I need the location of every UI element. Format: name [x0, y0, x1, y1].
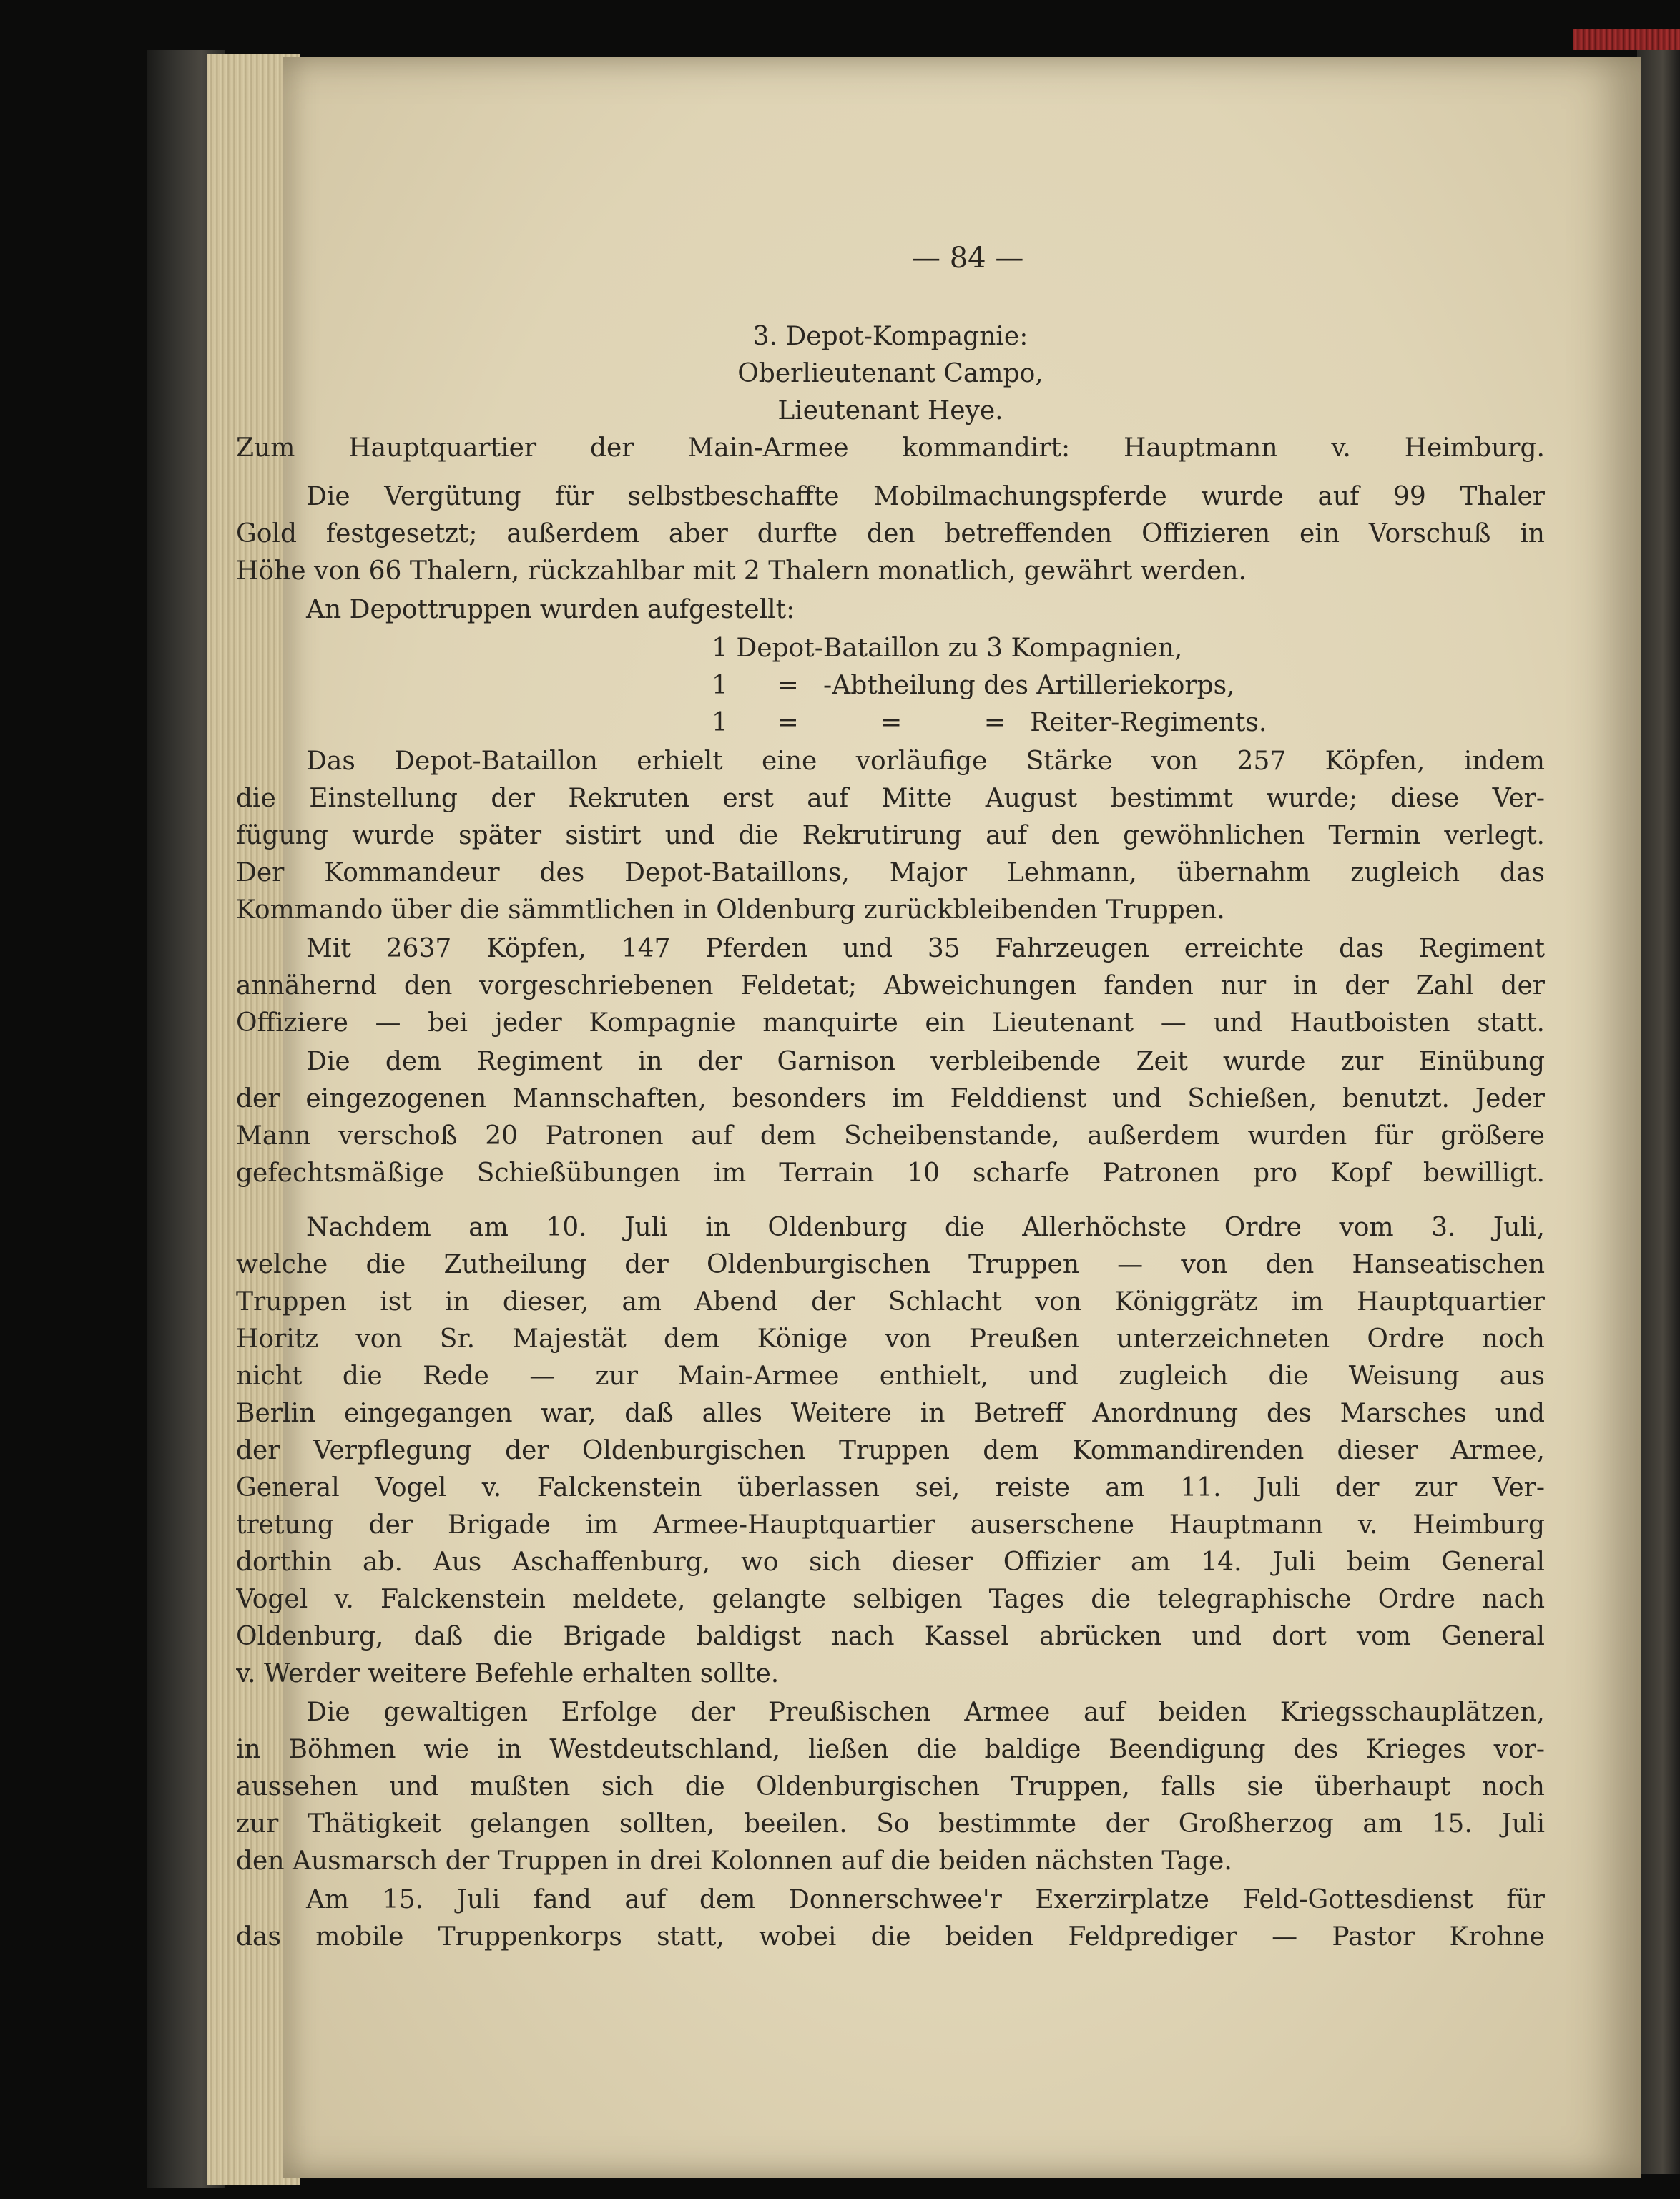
text-line: Mann verschoß 20 Patronen auf dem Scheibenstande, außerdem wurden für größere: [236, 1121, 1545, 1151]
text-line: Die gewaltigen Erfolge der Preußischen Armee auf beiden Kriegsschauplätzen,: [306, 1698, 1545, 1727]
list-line-2: 1 = -Abtheilung des Artilleriekorps,: [712, 671, 1235, 700]
text-line: Die dem Regiment in der Garnison verbleibende Zeit wurde zur Einübung: [306, 1047, 1545, 1076]
text-line: Höhe von 66 Thalern, rückzahlbar mit 2 Thalern monatlich, gewährt werden.: [236, 556, 1247, 586]
red-page-edge: [1573, 29, 1680, 50]
text-line: in Böhmen wie in Westdeutschland, ließen die baldige Beendigung des Krieges vor-: [236, 1735, 1545, 1764]
text-line: Zum Hauptquartier der Main-Armee kommandirt: Hauptmann v. Heimburg.: [236, 433, 1545, 463]
text-line: General Vogel v. Falckenstein überlassen sei, reiste am 11. Juli der zur Ver-: [236, 1473, 1545, 1502]
text-line: Die Vergütung für selbstbeschaffte Mobilmachungspferde wurde auf 99 Thaler: [306, 482, 1545, 511]
list-line-1: 1 Depot-Bataillon zu 3 Kompagnien,: [712, 634, 1183, 663]
text-line: der eingezogenen Mannschaften, besonders im Felddienst und Schießen, benutzt. Jeder: [236, 1084, 1545, 1113]
text-line: Horitz von Sr. Majestät dem Könige von Preußen unterzeichneten Ordre noch: [236, 1324, 1545, 1354]
text-line: Kommando über die sämmtlichen in Oldenburg zurückbleibenden Truppen.: [236, 895, 1225, 925]
text-line: Das Depot-Bataillon erhielt eine vorläufige Stärke von 257 Köpfen, indem: [306, 747, 1545, 776]
text-line: aussehen und mußten sich die Oldenburgischen Truppen, falls sie überhaupt noch: [236, 1772, 1545, 1801]
text-line: tretung der Brigade im Armee-Hauptquartier auserschene Hauptmann v. Heimburg: [236, 1510, 1545, 1540]
text-line: Der Kommandeur des Depot-Bataillons, Major Lehmann, übernahm zugleich das: [236, 858, 1545, 887]
text-line: Nachdem am 10. Juli in Oldenburg die Allerhöchste Ordre vom 3. Juli,: [306, 1213, 1545, 1242]
text-line: fügung wurde später sistirt und die Rekrutirung auf den gewöhnlichen Termin verlegt.: [236, 821, 1545, 850]
text-line: Gold festgesetzt; außerdem aber durfte den betreffenden Offizieren ein Vorschuß in: [236, 519, 1545, 548]
text-line: v. Werder weitere Befehle erhalten sollte.: [236, 1659, 780, 1688]
next-page-edge: [1637, 29, 1680, 2174]
text-line: annähernd den vorgeschriebenen Feldetat; Abweichungen fanden nur in der Zahl der: [236, 971, 1545, 1000]
text-line: Berlin eingegangen war, daß alles Weitere in Betreff Anordnung des Marsches und: [236, 1399, 1545, 1428]
heading-line-2: Oberlieutenant Campo,: [737, 359, 1043, 388]
text-line: Am 15. Juli fand auf dem Donnerschwee'r Exerzirplatze Feld-Gottesdienst für: [306, 1885, 1545, 1914]
text-line: Oldenburg, daß die Brigade baldigst nach Kassel abrücken und dort vom General: [236, 1622, 1545, 1651]
text-line: gefechtsmäßige Schießübungen im Terrain 10 scharfe Patronen pro Kopf bewilligt.: [236, 1158, 1545, 1188]
text-line: Offiziere — bei jeder Kompagnie manquirte ein Lieutenant — und Hautboisten statt.: [236, 1008, 1545, 1038]
text-line: zur Thätigkeit gelangen sollten, beeilen. So bestimmte der Großherzog am 15. Juli: [236, 1809, 1545, 1839]
text-line: Truppen ist in dieser, am Abend der Schlacht von Königgrätz im Hauptquartier: [236, 1287, 1545, 1317]
text-line: dorthin ab. Aus Aschaffenburg, wo sich dieser Offizier am 14. Juli beim General: [236, 1548, 1545, 1577]
text-line: die Einstellung der Rekruten erst auf Mitte August bestimmt wurde; diese Ver-: [236, 784, 1545, 813]
text-line: Mit 2637 Köpfen, 147 Pferden und 35 Fahrzeugen erreichte das Regiment: [306, 934, 1545, 963]
text-line: den Ausmarsch der Truppen in drei Kolonnen auf die beiden nächsten Tage.: [236, 1846, 1232, 1876]
heading-line-1: 3. Depot-Kompagnie:: [752, 322, 1028, 351]
text-line: Vogel v. Falckenstein meldete, gelangte selbigen Tages die telegraphische Ordre nach: [236, 1585, 1545, 1614]
text-line: der Verpflegung der Oldenburgischen Truppen dem Kommandirenden dieser Armee,: [236, 1436, 1545, 1465]
page-number: — 84 —: [912, 242, 1024, 275]
list-line-3: 1 = = = Reiter-Regiments.: [712, 708, 1267, 737]
text-line: welche die Zutheilung der Oldenburgischen Truppen — von den Hanseatischen: [236, 1250, 1545, 1279]
text-line: An Depottruppen wurden aufgestellt:: [306, 595, 795, 624]
text-line: nicht die Rede — zur Main-Armee enthielt, und zugleich die Weisung aus: [236, 1362, 1545, 1391]
text-line: das mobile Truppenkorps statt, wobei die beiden Feldprediger — Pastor Krohne: [236, 1922, 1545, 1952]
heading-line-3: Lieutenant Heye.: [777, 396, 1003, 425]
